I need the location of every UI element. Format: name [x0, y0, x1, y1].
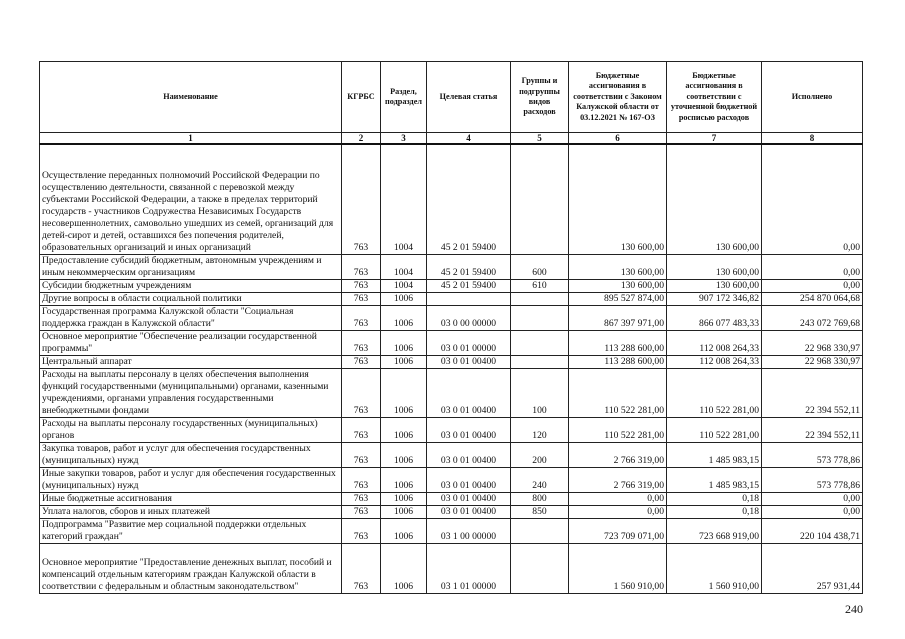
row-law: 130 600,00 [569, 144, 667, 254]
table-row [40, 492, 863, 505]
header-section: Раздел, подраздел [381, 62, 427, 133]
col-number: 2 [342, 133, 381, 145]
header-row [40, 62, 863, 133]
row-kgrbs: 763 [342, 279, 381, 292]
row-target: 45 2 01 59400 [427, 279, 511, 292]
row-group: 600 [511, 254, 569, 279]
row-group: 240 [511, 467, 569, 492]
row-name: Предоставление субсидий бюджетным, автономным учреждениям и иным некоммерческим организациям [40, 254, 342, 279]
row-name: Основное мероприятие "Предоставление денежных выплат, пособий и компенсаций отдельным категориям граждан Калужской области в соответствии с федеральным и областным законодательством" [40, 543, 342, 593]
row-spec: 1 560 910,00 [667, 543, 762, 593]
row-done: 573 778,86 [762, 467, 863, 492]
row-spec: 112 008 264,33 [667, 355, 762, 368]
row-law: 867 397 971,00 [569, 305, 667, 330]
table-row [40, 442, 863, 467]
row-kgrbs: 763 [342, 518, 381, 543]
row-section: 1006 [381, 330, 427, 355]
table-row [40, 330, 863, 355]
row-spec: 0,18 [667, 505, 762, 518]
row-name: Иные бюджетные ассигнования [40, 492, 342, 505]
table-row [40, 144, 863, 254]
table-row [40, 518, 863, 543]
row-section: 1006 [381, 467, 427, 492]
row-kgrbs: 763 [342, 368, 381, 417]
row-section: 1006 [381, 505, 427, 518]
row-kgrbs: 763 [342, 417, 381, 442]
row-group [511, 292, 569, 305]
row-target: 03 0 01 00400 [427, 492, 511, 505]
row-done: 0,00 [762, 144, 863, 254]
row-group: 800 [511, 492, 569, 505]
row-name: Другие вопросы в области социальной политики [40, 292, 342, 305]
row-done: 254 870 064,68 [762, 292, 863, 305]
table-row [40, 417, 863, 442]
row-done: 22 394 552,11 [762, 417, 863, 442]
row-done: 0,00 [762, 505, 863, 518]
row-done: 0,00 [762, 492, 863, 505]
col-number: 3 [381, 133, 427, 145]
row-section: 1004 [381, 144, 427, 254]
row-group: 610 [511, 279, 569, 292]
row-done: 22 968 330,97 [762, 355, 863, 368]
row-kgrbs: 763 [342, 144, 381, 254]
row-name: Подпрограмма "Развитие мер социальной поддержки отдельных категорий граждан" [40, 518, 342, 543]
table-row [40, 467, 863, 492]
row-done: 0,00 [762, 279, 863, 292]
table-row [40, 505, 863, 518]
col-number: 6 [569, 133, 667, 145]
header-done: Исполнено [762, 62, 863, 133]
row-name: Основное мероприятие "Обеспечение реализации государственной программы" [40, 330, 342, 355]
page-number: 240 [845, 602, 863, 616]
row-group: 850 [511, 505, 569, 518]
table-row [40, 368, 863, 417]
row-target: 03 0 01 00400 [427, 355, 511, 368]
row-name: Осуществление переданных полномочий Российской Федерации по осуществлению деятельности, связанной с перевозкой между субъектами Российской Федерации, а также в пределах территорий государств - участников Содружества Независимых Государств несовершеннолетних, самовольно ушедших из семей, организаций для детей-сирот и детей, оставшихся без попечения родителей, образовательных организаций и иных организаций [40, 144, 342, 254]
row-target: 03 0 01 00400 [427, 505, 511, 518]
row-spec: 1 485 983,15 [667, 442, 762, 467]
row-law: 0,00 [569, 505, 667, 518]
row-spec: 112 008 264,33 [667, 330, 762, 355]
row-spec: 0,18 [667, 492, 762, 505]
row-target: 03 0 01 00000 [427, 330, 511, 355]
header-name: Наименование [40, 62, 342, 133]
row-law: 0,00 [569, 492, 667, 505]
row-kgrbs: 763 [342, 305, 381, 330]
header-assign-spec: Бюджетные ассигнования в соответствии с уточненной бюджетной росписью расходов [667, 62, 762, 133]
column-number-row [40, 133, 863, 145]
row-spec: 110 522 281,00 [667, 417, 762, 442]
row-law: 130 600,00 [569, 279, 667, 292]
row-section: 1006 [381, 355, 427, 368]
row-target: 03 1 01 00000 [427, 543, 511, 593]
row-name: Государственная программа Калужской области "Социальная поддержка граждан в Калужской области" [40, 305, 342, 330]
row-target: 45 2 01 59400 [427, 254, 511, 279]
row-law: 1 560 910,00 [569, 543, 667, 593]
row-group: 200 [511, 442, 569, 467]
col-number: 8 [762, 133, 863, 145]
row-section: 1006 [381, 368, 427, 417]
row-kgrbs: 763 [342, 355, 381, 368]
row-done: 22 968 330,97 [762, 330, 863, 355]
row-kgrbs: 763 [342, 254, 381, 279]
table-row [40, 355, 863, 368]
row-target: 03 0 01 00400 [427, 417, 511, 442]
row-name: Центральный аппарат [40, 355, 342, 368]
row-law: 2 766 319,00 [569, 442, 667, 467]
row-kgrbs: 763 [342, 467, 381, 492]
row-spec: 130 600,00 [667, 254, 762, 279]
table-row [40, 279, 863, 292]
row-target: 03 0 01 00400 [427, 368, 511, 417]
row-section: 1006 [381, 292, 427, 305]
row-target: 03 0 01 00400 [427, 442, 511, 467]
row-kgrbs: 763 [342, 505, 381, 518]
header-assign-law: Бюджетные ассигнования в соответствии с Законом Калужской области от 03.12.2021 № 167-ОЗ [569, 62, 667, 133]
row-law: 113 288 600,00 [569, 355, 667, 368]
row-law: 723 709 071,00 [569, 518, 667, 543]
col-number: 5 [511, 133, 569, 145]
row-law: 110 522 281,00 [569, 368, 667, 417]
row-law: 895 527 874,00 [569, 292, 667, 305]
row-done: 22 394 552,11 [762, 368, 863, 417]
row-group [511, 144, 569, 254]
row-spec: 130 600,00 [667, 279, 762, 292]
header-groups: Группы и подгруппы видов расходов [511, 62, 569, 133]
row-group [511, 355, 569, 368]
row-group: 120 [511, 417, 569, 442]
row-section: 1004 [381, 254, 427, 279]
row-spec: 130 600,00 [667, 144, 762, 254]
col-number: 1 [40, 133, 342, 145]
row-spec: 907 172 346,82 [667, 292, 762, 305]
row-spec: 1 485 983,15 [667, 467, 762, 492]
row-section: 1006 [381, 442, 427, 467]
row-target [427, 292, 511, 305]
row-group [511, 305, 569, 330]
row-name: Расходы на выплаты персоналу государственных (муниципальных) органов [40, 417, 342, 442]
row-spec: 723 668 919,00 [667, 518, 762, 543]
row-target: 45 2 01 59400 [427, 144, 511, 254]
row-section: 1006 [381, 417, 427, 442]
row-group [511, 330, 569, 355]
row-done: 0,00 [762, 254, 863, 279]
header-kgrbs: КГРБС [342, 62, 381, 133]
row-kgrbs: 763 [342, 330, 381, 355]
row-section: 1006 [381, 492, 427, 505]
row-group [511, 543, 569, 593]
table-body [40, 144, 863, 593]
row-done: 573 778,86 [762, 442, 863, 467]
table-row [40, 254, 863, 279]
row-kgrbs: 763 [342, 492, 381, 505]
row-kgrbs: 763 [342, 543, 381, 593]
row-group [511, 518, 569, 543]
row-section: 1004 [381, 279, 427, 292]
row-name: Расходы на выплаты персоналу в целях обеспечения выполнения функций государственными (муниципальными) органами, казенными учреждениями, органами управления государственными внебюджетными фондами [40, 368, 342, 417]
col-number: 7 [667, 133, 762, 145]
col-number: 4 [427, 133, 511, 145]
budget-table [39, 61, 863, 594]
row-section: 1006 [381, 305, 427, 330]
row-law: 113 288 600,00 [569, 330, 667, 355]
row-law: 2 766 319,00 [569, 467, 667, 492]
row-group: 100 [511, 368, 569, 417]
row-kgrbs: 763 [342, 292, 381, 305]
row-name: Иные закупки товаров, работ и услуг для обеспечения государственных (муниципальных) нужд [40, 467, 342, 492]
table-row [40, 292, 863, 305]
row-kgrbs: 763 [342, 442, 381, 467]
row-law: 110 522 281,00 [569, 417, 667, 442]
row-name: Уплата налогов, сборов и иных платежей [40, 505, 342, 518]
row-spec: 866 077 483,33 [667, 305, 762, 330]
row-law: 130 600,00 [569, 254, 667, 279]
row-done: 257 931,44 [762, 543, 863, 593]
row-target: 03 0 00 00000 [427, 305, 511, 330]
table-row [40, 305, 863, 330]
row-target: 03 0 01 00400 [427, 467, 511, 492]
row-done: 243 072 769,68 [762, 305, 863, 330]
row-section: 1006 [381, 518, 427, 543]
row-name: Закупка товаров, работ и услуг для обеспечения государственных (муниципальных) нужд [40, 442, 342, 467]
row-name: Субсидии бюджетным учреждениям [40, 279, 342, 292]
row-section: 1006 [381, 543, 427, 593]
table-row [40, 543, 863, 593]
header-target: Целевая статья [427, 62, 511, 133]
row-target: 03 1 00 00000 [427, 518, 511, 543]
row-done: 220 104 438,71 [762, 518, 863, 543]
row-spec: 110 522 281,00 [667, 368, 762, 417]
